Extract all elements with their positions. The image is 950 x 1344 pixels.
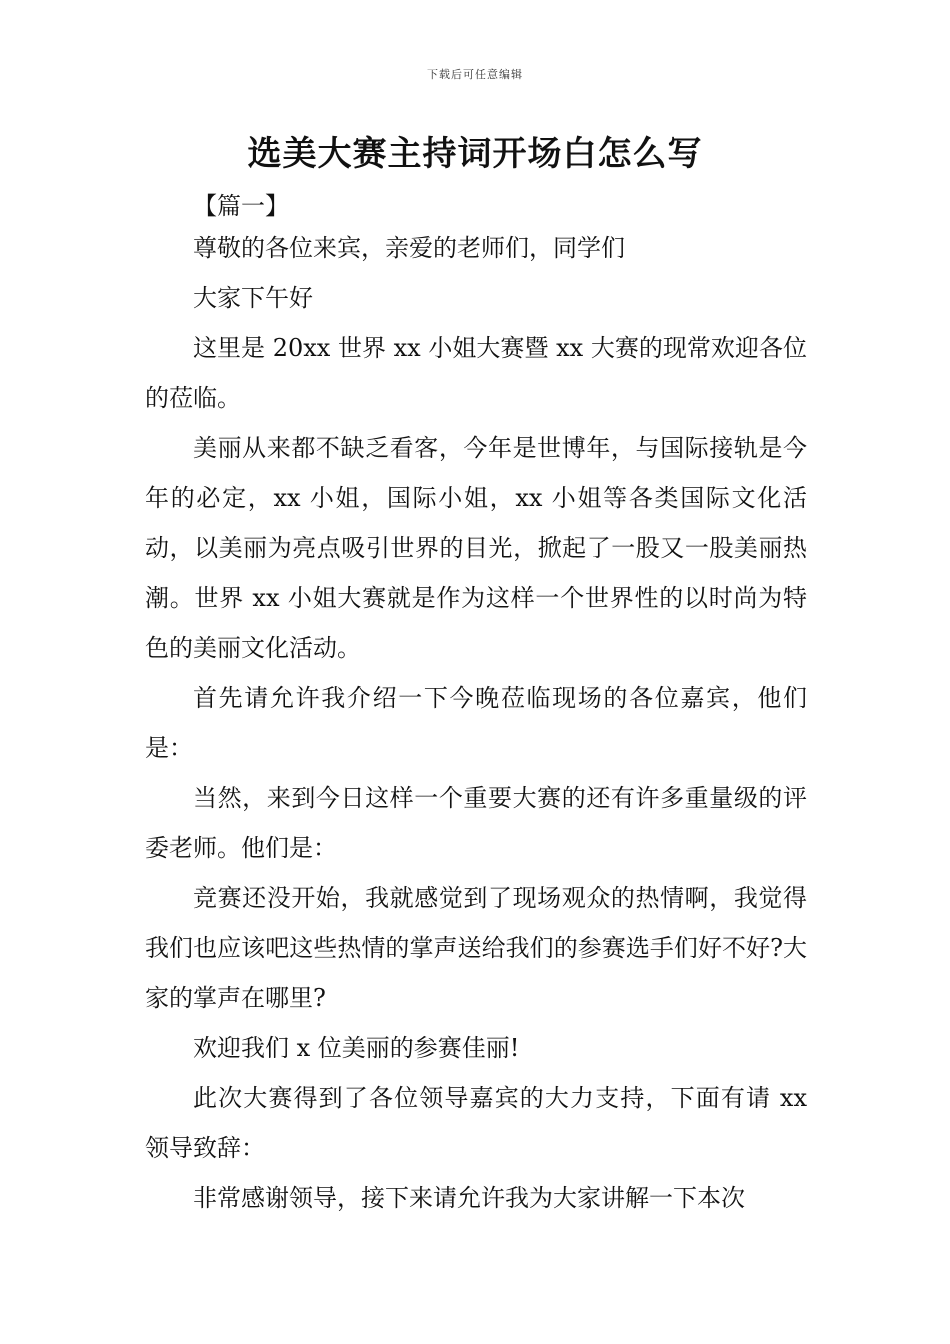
paragraph-thanks: 非常感谢领导，接下来请允许我为大家讲解一下本次 [193,1184,745,1212]
paragraph-welcome: 这里是 20xx 世界 xx 小姐大赛暨 xx 大赛的现常欢迎各位的莅临。 [145,334,807,412]
document-title: 选美大赛主持词开场白怎么写 [247,134,703,174]
section-label: 【篇一】 [193,192,289,220]
page-header-note: 下载后可任意编辑 [427,68,523,81]
paragraph-beauty: 美丽从来都不缺乏看客，今年是世博年，与国际接轨是今年的必定，xx 小姐，国际小姐，xx 小姐等各类国际文化活动，以美丽为亮点吸引世界的目光，掀起了一股又一股美丽热潮。世界 xx 小姐大赛就是作为这样一个世界性的以时尚为特色的美丽文化活动。 [145,434,807,662]
document-body [145,223,807,1223]
paragraph-applause: 竞赛还没开始，我就感觉到了现场观众的热情啊，我觉得我们也应该吧这些热情的掌声送给我们的参赛选手们好不好?大家的掌声在哪里? [145,884,807,1012]
paragraph-greeting: 尊敬的各位来宾，亲爱的老师们，同学们 [193,234,625,262]
paragraph-contestants: 欢迎我们 x 位美丽的参赛佳丽! [193,1034,520,1062]
paragraph-judges: 当然，来到今日这样一个重要大赛的还有许多重量级的评委老师。他们是： [145,784,807,862]
paragraph-leader-speech: 此次大赛得到了各位领导嘉宾的大力支持，下面有请 xx 领导致辞： [145,1084,807,1162]
paragraph-afternoon: 大家下午好 [193,284,313,312]
paragraph-guests: 首先请允许我介绍一下今晚莅临现场的各位嘉宾，他们是： [145,684,807,762]
